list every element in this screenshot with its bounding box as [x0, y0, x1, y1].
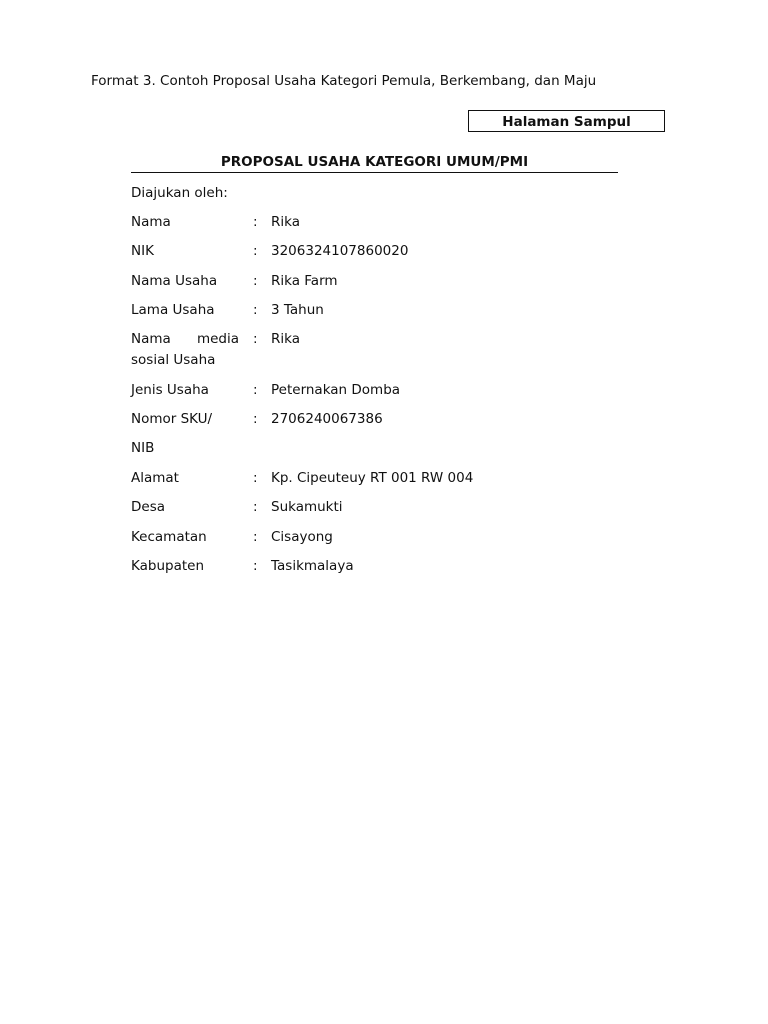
field-separator: : [253, 243, 258, 259]
field-value: 3 Tahun [271, 302, 324, 318]
field-label: Nama [131, 214, 171, 230]
field-separator: : [253, 302, 258, 318]
field-label-line: Nomor SKU/ [131, 411, 213, 427]
format-heading: Format 3. Contoh Proposal Usaha Kategori Pemula, Berkembang, dan Maju [91, 73, 597, 89]
field-separator: : [253, 529, 258, 545]
field-value: Tasikmalaya [271, 558, 354, 574]
submitted-by-label: Diajukan oleh: [131, 185, 228, 201]
field-value: Rika [271, 331, 300, 347]
field-separator: : [253, 470, 258, 486]
field-label: Lama Usaha [131, 302, 215, 318]
field-value: Kp. Cipeuteuy RT 001 RW 004 [271, 470, 474, 486]
field-label [131, 329, 239, 371]
field-value: Rika [271, 214, 300, 230]
field-label-word: media [196, 331, 239, 347]
field-label: NIK [131, 243, 154, 259]
field-label: Desa [131, 499, 166, 515]
field-label-word: Nama [131, 331, 171, 347]
cover-page-label-box [468, 110, 665, 132]
field-value: Cisayong [271, 529, 333, 545]
field-label: Alamat [131, 470, 179, 486]
field-separator: : [253, 382, 258, 398]
field-label: Jenis Usaha [131, 382, 209, 398]
field-label: Kecamatan [131, 529, 207, 545]
field-label: Kabupaten [131, 558, 205, 574]
field-label: Nama Usaha [131, 273, 218, 289]
field-value: Peternakan Domba [271, 382, 401, 398]
field-separator: : [253, 273, 258, 289]
cover-page-label: Halaman Sampul [502, 113, 631, 130]
document-title: PROPOSAL USAHA KATEGORI UMUM/PMI [131, 154, 618, 173]
field-separator: : [253, 411, 258, 427]
field-separator: : [253, 331, 258, 347]
field-value: Sukamukti [271, 499, 343, 515]
field-separator: : [253, 499, 258, 515]
field-value: Rika Farm [271, 273, 338, 289]
field-label-line: sosial Usaha [131, 352, 216, 368]
field-value: 2706240067386 [271, 411, 383, 427]
field-value: 3206324107860020 [271, 243, 409, 259]
field-label [131, 409, 239, 459]
field-separator: : [253, 214, 258, 230]
field-label-line: NIB [131, 440, 155, 456]
field-separator: : [253, 558, 258, 574]
